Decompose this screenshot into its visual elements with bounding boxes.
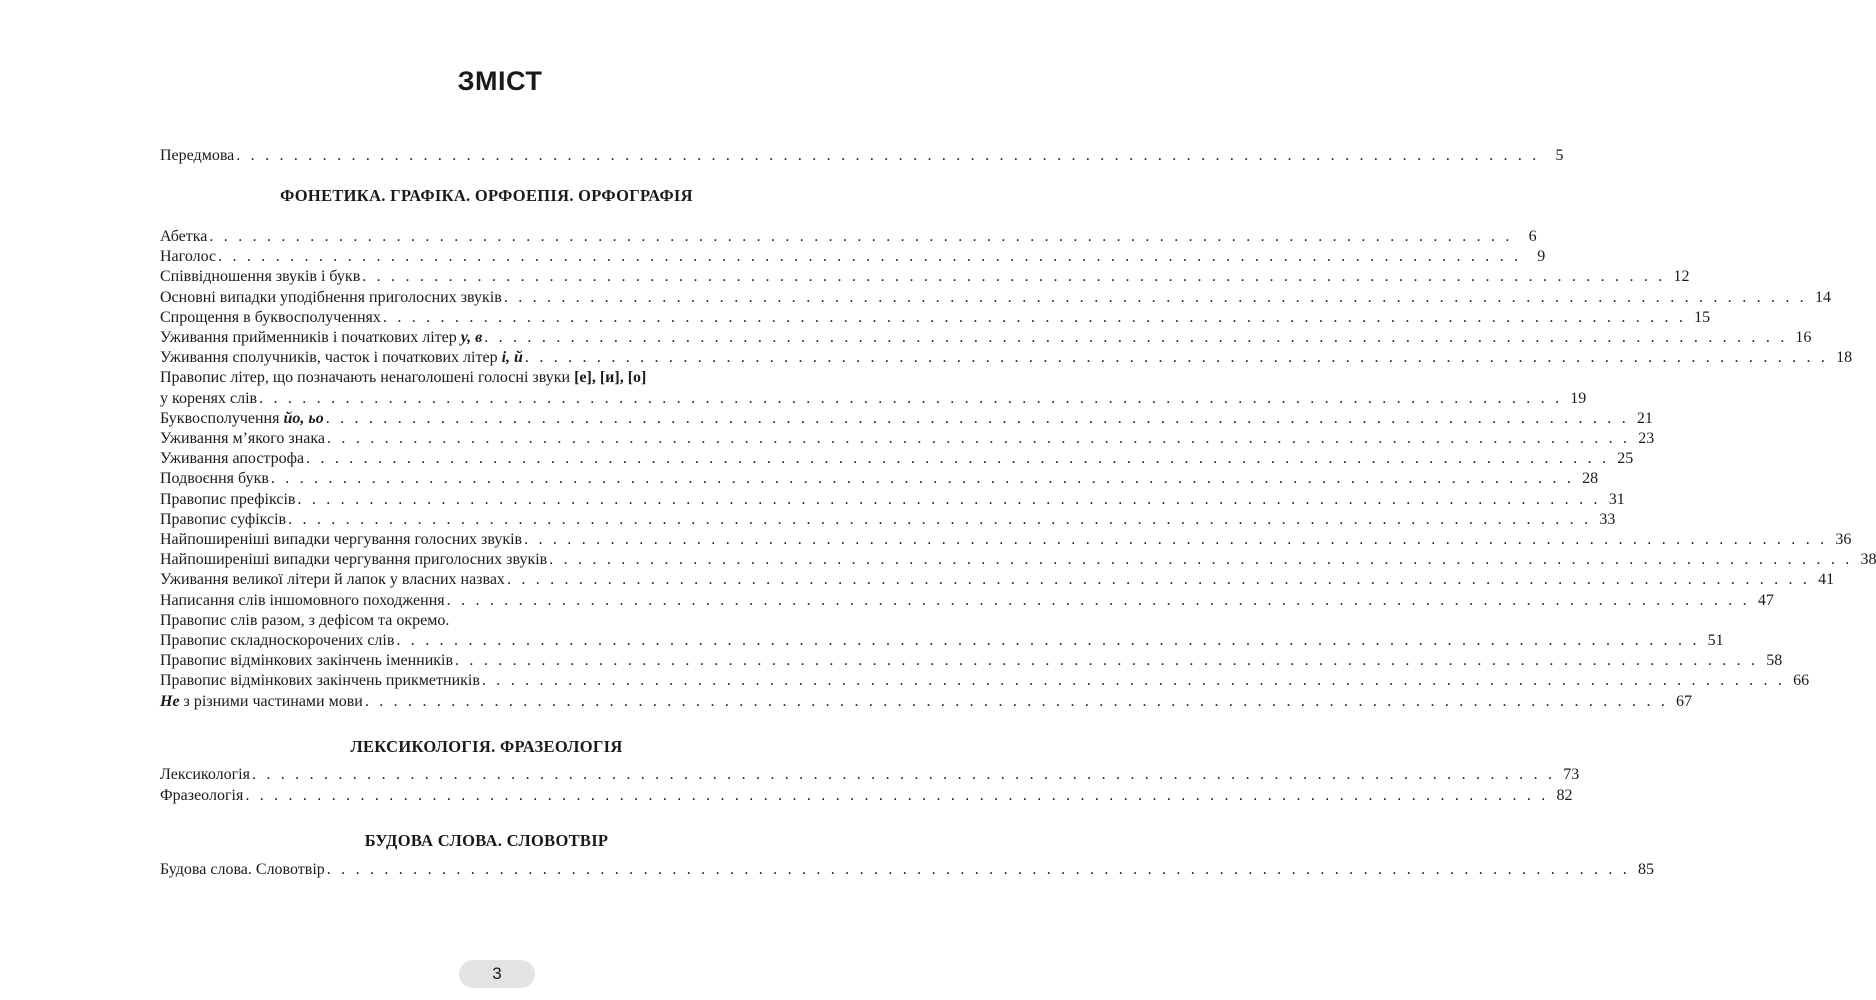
dot-leader: . . . . . . . . . . . . . . . . . . . . . . . . . . . . . . . . . . . . . . . . . . . . . . . . . . . . . . . . . . . . . . . . . . . . . . . . . . . . . . . . . . . . . . . . . . . <box>270 470 1575 488</box>
toc-entry-lead: Не <box>160 692 180 710</box>
toc-entry-text: у коренях слів <box>160 389 258 407</box>
toc-entry <box>160 267 1690 287</box>
toc-entry-page: 51 <box>1707 632 1724 649</box>
dot-leader: . . . . . . . . . . . . . . . . . . . . . . . . . . . . . . . . . . . . . . . . . . . . . . . . . . . . . . . . . . . . . . . . . . . . . . . . . . . . . . . . . . . . . . . . . . . <box>209 228 1513 245</box>
dot-leader: . . . . . . . . . . . . . . . . . . . . . . . . . . . . . . . . . . . . . . . . . . . . . . . . . . . . . . . . . . . . . . . . . . . . . . . . . . . . . . . . . . . . . . . . . . . <box>251 766 1556 783</box>
toc-entry-label <box>160 530 522 550</box>
toc-entry-page: 25 <box>1617 450 1634 468</box>
toc-entry-label <box>160 267 360 287</box>
toc-entry-label <box>160 389 257 409</box>
toc-entry-text: Написання слів іншомовного походження <box>160 591 445 609</box>
toc-entry <box>160 631 1724 651</box>
toc-entry <box>160 490 1625 510</box>
toc-entry <box>160 860 1654 880</box>
toc-entry-text: Правопис літер, що позначають ненаголошені голосні звуки <box>160 369 571 387</box>
dot-leader: . . . . . . . . . . . . . . . . . . . . . . . . . . . . . . . . . . . . . . . . . . . . . . . . . . . . . . . . . . . . . . . . . . . . . . . . . . . . . . . . . . . . . . . . . . . <box>236 147 1540 164</box>
toc-entry-label <box>160 490 295 510</box>
toc-entry <box>160 570 1835 590</box>
toc-entry-page: 14 <box>1815 288 1832 306</box>
toc-entry-page: 47 <box>1757 591 1774 609</box>
dot-leader: . . . . . . . . . . . . . . . . . . . . . . . . . . . . . . . . . . . . . . . . . . . . . . . . . . . . . . . . . . . . . . . . . . . . . . . . . . . . . . . . . . . . . . . . . . . <box>524 531 1828 548</box>
dot-leader: . . . . . . . . . . . . . . . . . . . . . . . . . . . . . . . . . . . . . . . . . . . . . . . . . . . . . . . . . . . . . . . . . . . . . . . . . . . . . . . . . . . . . . . . . . . <box>382 308 1687 326</box>
toc-entry <box>160 671 1810 691</box>
toc-entry-text: Основні випадки уподібнення приголосних звуків <box>160 288 502 306</box>
dot-leader: . . . . . . . . . . . . . . . . . . . . . . . . . . . . . . . . . . . . . . . . . . . . . . . . . . . . . . . . . . . . . . . . . . . . . . . . . . . . . . . . . . . . . . . . . . . <box>484 329 1788 346</box>
toc-entry <box>160 591 1774 611</box>
toc-entry-label <box>160 692 363 712</box>
toc-entry-label <box>160 550 547 570</box>
toc-entry-label <box>160 570 505 590</box>
toc-entry-emphasis: і, й <box>501 349 523 367</box>
toc-entry-text: Уживання апострофа <box>160 450 305 468</box>
toc-entry-text: Абетка <box>160 228 208 245</box>
page-title: ЗМІСТ <box>457 66 543 96</box>
toc-entry <box>160 409 1653 429</box>
toc-entry-page: 85 <box>1637 861 1654 878</box>
dot-leader: . . . . . . . . . . . . . . . . . . . . . . . . . . . . . . . . . . . . . . . . . . . . . . . . . . . . . . . . . . . . . . . . . . . . . . . . . . . . . . . . . . . . . . . . . . . <box>364 692 1669 710</box>
toc-entry <box>160 786 1573 806</box>
toc-entry <box>160 308 1711 328</box>
toc-entry-page: 18 <box>1836 349 1853 367</box>
toc-entry-text: Подвоєння букв <box>160 470 269 488</box>
toc-entry-page: 5 <box>1555 147 1564 164</box>
toc-entry-text: Уживання прийменників і початкових літер <box>160 329 457 346</box>
toc-entry <box>160 368 813 388</box>
toc-entry-label <box>160 288 502 308</box>
toc-entry <box>160 348 1853 368</box>
dot-leader: . . . . . . . . . . . . . . . . . . . . . . . . . . . . . . . . . . . . . . . . . . . . . . . . . . . . . . . . . . . . . . . . . . . . . . . . . . . . . . . . . . . . . . . . . . . <box>218 248 1522 266</box>
toc-entry-emphasis: йо, ьо <box>283 409 324 427</box>
toc-entry <box>160 765 1580 785</box>
toc-entry-label <box>160 860 325 880</box>
toc-entry-page: 73 <box>1563 766 1580 783</box>
toc-entry-text: з різними частинами мови <box>183 692 363 710</box>
toc-entry-label <box>160 409 324 429</box>
toc-entry <box>160 429 1655 449</box>
toc-entry <box>160 449 1634 469</box>
toc-entry-text: Правопис відмінкових закінчень прикметників <box>160 672 480 690</box>
toc-entry-text: Найпоширеніші випадки чергування приголосних звуків <box>160 551 548 569</box>
toc-entry-text: Правопис відмінкових закінчень іменників <box>160 652 454 670</box>
toc-entry-label <box>160 631 394 651</box>
toc-entry-text: Будова слова. Словотвір <box>160 861 325 878</box>
toc-entry-text: Уживання великої літери й лапок у власних назвах <box>160 571 505 589</box>
toc-entry-text: Правопис префіксів <box>160 490 296 508</box>
toc-entry-label <box>160 429 325 449</box>
toc-entry-page: 58 <box>1766 652 1783 670</box>
toc-entry-page: 23 <box>1638 430 1655 447</box>
dot-leader: . . . . . . . . . . . . . . . . . . . . . . . . . . . . . . . . . . . . . . . . . . . . . . . . . . . . . . . . . . . . . . . . . . . . . . . . . . . . . . . . . . . . . . . . . . . <box>245 787 1549 804</box>
toc-entry <box>160 328 1812 348</box>
toc-entry <box>160 530 1852 550</box>
toc-entry-text: Фразеологія <box>160 787 244 804</box>
toc-entry-page: 41 <box>1818 571 1835 589</box>
toc-entry-text: Лексикологія <box>160 766 250 783</box>
toc-entry-emphasis: у, в <box>460 329 483 346</box>
toc-entry <box>160 389 1587 409</box>
toc-entry-label <box>160 510 286 530</box>
toc-entry-page: 38 <box>1860 551 1876 569</box>
dot-leader: . . . . . . . . . . . . . . . . . . . . . . . . . . . . . . . . . . . . . . . . . . . . . . . . . . . . . . . . . . . . . . . . . . . . . . . . . . . . . . . . . . . . . . . . . . . <box>549 551 1853 569</box>
toc-entry <box>160 469 1599 489</box>
toc-entry-page: 28 <box>1582 470 1599 488</box>
toc-entry-label <box>160 765 250 785</box>
toc-entry-label <box>160 308 381 328</box>
toc-entry-emphasis: [е], [и], [о] <box>574 369 647 387</box>
toc-entry-label <box>160 368 646 388</box>
dot-leader: . . . . . . . . . . . . . . . . . . . . . . . . . . . . . . . . . . . . . . . . . . . . . . . . . . . . . . . . . . . . . . . . . . . . . . . . . . . . . . . . . . . . . . . . . . . <box>503 288 1808 306</box>
toc-entry-text: Буквосполучення <box>160 409 280 427</box>
dot-leader: . . . . . . . . . . . . . . . . . . . . . . . . . . . . . . . . . . . . . . . . . . . . . . . . . . . . . . . . . . . . . . . . . . . . . . . . . . . . . . . . . . . . . . . . . . . <box>259 389 1563 407</box>
section-heading-phonetics: ФОНЕТИКА. ГРАФІКА. ОРФОЕПІЯ. ОРФОГРАФІЯ <box>280 186 693 205</box>
toc-entry-preface <box>160 146 1564 166</box>
dot-leader: . . . . . . . . . . . . . . . . . . . . . . . . . . . . . . . . . . . . . . . . . . . . . . . . . . . . . . . . . . . . . . . . . . . . . . . . . . . . . . . . . . . . . . . . . . . <box>446 591 1750 609</box>
toc-entry <box>160 611 813 631</box>
toc-entry-text: Спрощення в буквосполученнях <box>160 308 381 326</box>
toc-entry <box>160 227 1537 247</box>
toc-entry-label <box>160 671 480 691</box>
toc-entry-text: Найпоширеніші випадки чергування голосних звуків <box>160 531 523 548</box>
toc-entry-page: 33 <box>1599 510 1616 528</box>
dot-leader: . . . . . . . . . . . . . . . . . . . . . . . . . . . . . . . . . . . . . . . . . . . . . . . . . . . . . . . . . . . . . . . . . . . . . . . . . . . . . . . . . . . . . . . . . . . <box>481 672 1786 690</box>
toc-entry-text: Уживання сполучників, часток і початкових літер <box>160 349 498 367</box>
dot-leader: . . . . . . . . . . . . . . . . . . . . . . . . . . . . . . . . . . . . . . . . . . . . . . . . . . . . . . . . . . . . . . . . . . . . . . . . . . . . . . . . . . . . . . . . . . . <box>524 349 1829 367</box>
toc-entry-page: 9 <box>1537 248 1546 266</box>
toc-entry-page: 15 <box>1694 308 1711 326</box>
toc-entry <box>160 651 1783 671</box>
dot-leader: . . . . . . . . . . . . . . . . . . . . . . . . . . . . . . . . . . . . . . . . . . . . . . . . . . . . . . . . . . . . . . . . . . . . . . . . . . . . . . . . . . . . . . . . . . . <box>396 632 1700 649</box>
toc-entry <box>160 247 1546 267</box>
toc-entry-text: Правопис суфіксів <box>160 510 287 528</box>
dot-leader: . . . . . . . . . . . . . . . . . . . . . . . . . . . . . . . . . . . . . . . . . . . . . . . . . . . . . . . . . . . . . . . . . . . . . . . . . . . . . . . . . . . . . . . . . . . <box>325 409 1629 427</box>
dot-leader: . . . . . . . . . . . . . . . . . . . . . . . . . . . . . . . . . . . . . . . . . . . . . . . . . . . . . . . . . . . . . . . . . . . . . . . . . . . . . . . . . . . . . . . . . . . <box>297 490 1601 508</box>
toc-entry-page: 12 <box>1673 268 1690 286</box>
dot-leader: . . . . . . . . . . . . . . . . . . . . . . . . . . . . . . . . . . . . . . . . . . . . . . . . . . . . . . . . . . . . . . . . . . . . . . . . . . . . . . . . . . . . . . . . . . . <box>327 430 1631 447</box>
toc-entry-page: 66 <box>1793 672 1810 690</box>
toc-entry-page: 67 <box>1676 692 1693 710</box>
toc-entry-label <box>160 611 449 631</box>
dot-leader: . . . . . . . . . . . . . . . . . . . . . . . . . . . . . . . . . . . . . . . . . . . . . . . . . . . . . . . . . . . . . . . . . . . . . . . . . . . . . . . . . . . . . . . . . . . <box>506 571 1811 589</box>
toc-entry-label <box>160 651 453 671</box>
toc-entry-page: 6 <box>1528 228 1537 245</box>
toc-entry <box>160 510 1616 530</box>
toc-entry-text: Уживання м’якого знака <box>160 430 326 447</box>
toc-entry <box>160 550 1876 570</box>
section-heading-lexicology: ЛЕКСИКОЛОГІЯ. ФРАЗЕОЛОГІЯ <box>350 737 623 756</box>
toc-entry-page: 36 <box>1835 531 1852 548</box>
toc-entry-label <box>160 469 269 489</box>
toc-entry-label <box>160 591 445 611</box>
page-number-badge: 3 <box>459 960 535 988</box>
toc-entry-text: Правопис слів разом, з дефісом та окремо. <box>160 611 450 629</box>
dot-leader: . . . . . . . . . . . . . . . . . . . . . . . . . . . . . . . . . . . . . . . . . . . . . . . . . . . . . . . . . . . . . . . . . . . . . . . . . . . . . . . . . . . . . . . . . . . <box>455 652 1759 670</box>
dot-leader: . . . . . . . . . . . . . . . . . . . . . . . . . . . . . . . . . . . . . . . . . . . . . . . . . . . . . . . . . . . . . . . . . . . . . . . . . . . . . . . . . . . . . . . . . . . <box>326 861 1630 878</box>
toc-entry-label <box>160 449 304 469</box>
toc-entry-label: Передмова <box>160 147 235 164</box>
dot-leader: . . . . . . . . . . . . . . . . . . . . . . . . . . . . . . . . . . . . . . . . . . . . . . . . . . . . . . . . . . . . . . . . . . . . . . . . . . . . . . . . . . . . . . . . . . . <box>288 510 1592 528</box>
toc-entry-page: 21 <box>1636 409 1653 427</box>
toc-entry-text: Співвідношення звуків і букв <box>160 268 361 286</box>
toc-entry-label <box>160 247 216 267</box>
toc-entry-label <box>160 227 207 247</box>
toc-entry-text: Правопис складноскорочених слів <box>160 632 395 649</box>
section-heading-word-structure: БУДОВА СЛОВА. СЛОВОТВІР <box>364 831 609 850</box>
toc-entry-label <box>160 786 243 806</box>
toc-entry-page: 31 <box>1608 490 1625 508</box>
dot-leader: . . . . . . . . . . . . . . . . . . . . . . . . . . . . . . . . . . . . . . . . . . . . . . . . . . . . . . . . . . . . . . . . . . . . . . . . . . . . . . . . . . . . . . . . . . . <box>306 450 1610 468</box>
toc-entry <box>160 288 1832 308</box>
toc-entry-page: 82 <box>1556 787 1573 804</box>
toc-entry-page: 19 <box>1570 389 1587 407</box>
dot-leader: . . . . . . . . . . . . . . . . . . . . . . . . . . . . . . . . . . . . . . . . . . . . . . . . . . . . . . . . . . . . . . . . . . . . . . . . . . . . . . . . . . . . . . . . . . . <box>362 268 1666 286</box>
toc-entry <box>160 692 1693 712</box>
toc-entry-page: 16 <box>1795 329 1812 346</box>
toc-entry-text: Наголос <box>160 248 217 266</box>
toc-entry-label <box>160 328 482 348</box>
toc-entry-label <box>160 348 523 368</box>
